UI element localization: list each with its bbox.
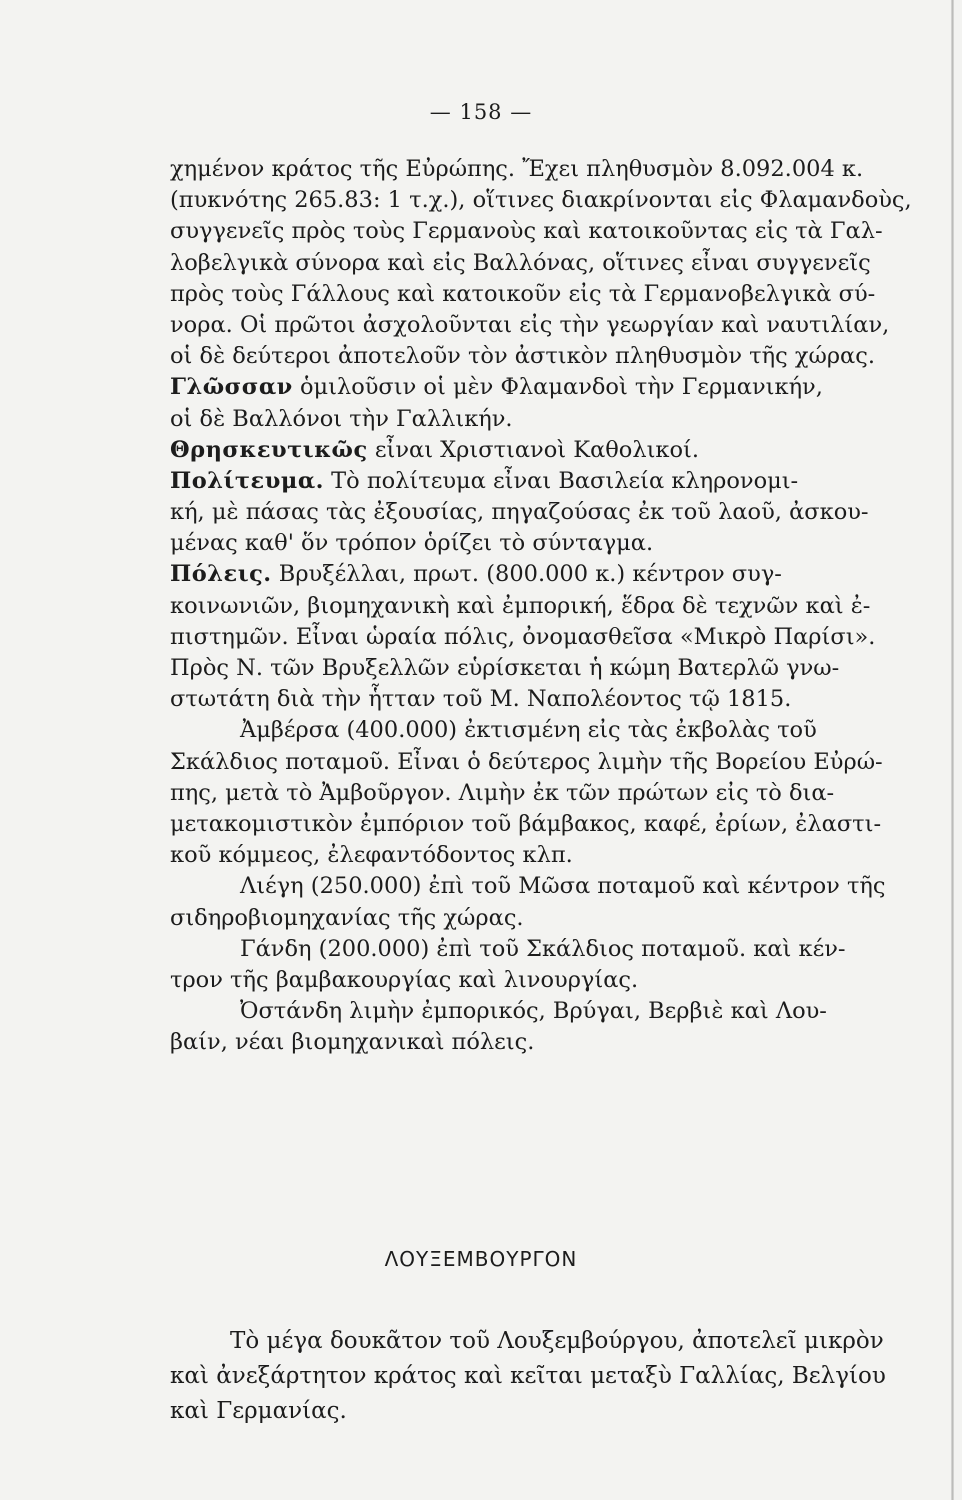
government-lead: Πολίτευμα.: [170, 467, 324, 494]
text-line: Γάνδη (200.000) ἐπὶ τοῦ Σκάλδιος ποταμοῦ. καὶ κέν-: [240, 935, 846, 962]
text-line: Πρὸς Ν. τῶν Βρυξελλῶν εὑρίσκεται ἡ κώμη Βατερλῶ γνω-: [170, 655, 840, 681]
text-line: νορα. Οἱ πρῶτοι ἀσχολοῦνται εἰς τὴν γεωργίαν καὶ ναυτιλίαν,: [170, 311, 890, 338]
text-line: (πυκνότης 265.83: 1 τ.χ.), οἵτινες διακρίνονται εἰς Φλαμανδοὺς,: [170, 187, 912, 214]
text-line: κή, μὲ πάσας τὰς ἐξουσίας, πηγαζούσας ἐκ τοῦ λαοῦ, ἀσκου-: [170, 499, 869, 526]
text-line: πιστημῶν. Εἶναι ὡραία πόλις, ὀνομασθεῖσα «Μικρὸ Παρίσι».: [170, 623, 876, 650]
text-line: Ἀμβέρσα (400.000) ἐκτισμένη εἰς τὰς ἐκβολὰς τοῦ: [240, 717, 817, 744]
text-line: οἱ δὲ Βαλλόνοι τὴν Γαλλικήν.: [170, 405, 513, 432]
text-line: Βρυξέλλαι, πρωτ. (800.000 κ.) κέντρον συγ-: [278, 561, 782, 588]
text-line: κοῦ κόμμεος, ἐλεφαντόδοντος κλπ.: [170, 842, 573, 869]
text-line: χημένον κράτος τῆς Εὐρώπης. Ἔχει πληθυσμὸν 8.092.004 κ.: [170, 156, 864, 182]
page-gutter-shadow: [951, 0, 954, 1500]
text-line: Σκάλδιος ποταμοῦ. Εἶναι ὁ δεύτερος λιμὴν τῆς Βορείου Εὐρώ-: [170, 748, 883, 775]
text-line: στωτάτη διὰ τὴν ἧτταν τοῦ Μ. Ναπολέοντος τῷ 1815.: [170, 686, 792, 713]
text-line: μετακομιστικὸν ἐμπόριον τοῦ βάμβακος, καφέ, ἐρίων, ἐλαστι-: [170, 810, 882, 837]
language-paragraph: [170, 372, 905, 403]
text-line: Τὸ πολίτευμα εἶναι Βασιλεία κληρονομι-: [331, 467, 799, 494]
religion-lead: Θρησκευτικῶς: [170, 436, 368, 463]
text-line: καὶ ἀνεξάρτητον κράτος καὶ κεῖται μεταξὺ Γαλλίας, Βελγίου: [170, 1363, 886, 1389]
text-line: Ὀστάνδη λιμὴν ἐμπορικός, Βρύγαι, Βερβιὲ καὶ Λου-: [240, 998, 827, 1025]
text-line: λοβελγικὰ σύνορα καὶ εἰς Βαλλόνας, οἵτινες εἶναι συγγενεῖς: [170, 249, 871, 276]
text-line: κοινωνιῶν, βιομηχανικὴ καὶ ἐμπορική, ἕδρα δὲ τεχνῶν καὶ ἐ-: [170, 592, 871, 619]
text-line: ὁμιλοῦσιν οἱ μὲν Φλαμανδοὶ τὴν Γερμανικήν,: [299, 374, 823, 401]
religion-text: εἶναι Χριστιανοὶ Καθολικοί.: [374, 436, 700, 463]
text-line: οἱ δὲ δεύτεροι ἀποτελοῦν τὸν ἀστικὸν πληθυσμὸν τῆς χώρας.: [170, 343, 876, 370]
page-number: — 158 —: [429, 100, 533, 124]
religion-paragraph: [170, 435, 905, 466]
belgium-body-text: [170, 154, 912, 1058]
section-heading: ΛΟΥΞΕΜΒΟΥΡΓΟΝ: [384, 1247, 578, 1271]
text-line: πρὸς τοὺς Γάλλους καὶ κατοικοῦν εἰς τὰ Γερμανοβελγικὰ σύ-: [170, 280, 876, 307]
text-line: καὶ Γερμανίας.: [170, 1398, 347, 1424]
cities-lead: Πόλεις.: [170, 561, 272, 588]
text-line: πης, μετὰ τὸ Ἀμβοῦργον. Λιμὴν ἐκ τῶν πρώτων εἰς τὸ δια-: [170, 779, 835, 806]
text-line: μένας καθ' ὅν τρόπον ὁρίζει τὸ σύνταγμα.: [170, 530, 654, 557]
luxembourg-body-text: [170, 1324, 930, 1429]
text-line: Λιέγη (250.000) ἐπὶ τοῦ Μῶσα ποταμοῦ καὶ κέντρον τῆς: [240, 873, 886, 900]
government-paragraph: [170, 466, 905, 497]
text-line: βαίν, νέαι βιομηχανικαὶ πόλεις.: [170, 1029, 535, 1056]
text-line: Τὸ μέγα δουκᾶτον τοῦ Λουξεμβούργου, ἀποτελεῖ μικρὸν: [230, 1328, 884, 1354]
language-lead: Γλῶσσαν: [170, 374, 293, 401]
text-line: σιδηροβιομηχανίας τῆς χώρας.: [170, 904, 524, 931]
text-line: συγγενεῖς πρὸς τοὺς Γερμανοὺς καὶ κατοικοῦντας εἰς τὰ Γαλ-: [170, 218, 883, 245]
text-line: τρον τῆς βαμβακουργίας καὶ λινουργίας.: [170, 966, 639, 993]
cities-paragraph: [170, 559, 905, 590]
